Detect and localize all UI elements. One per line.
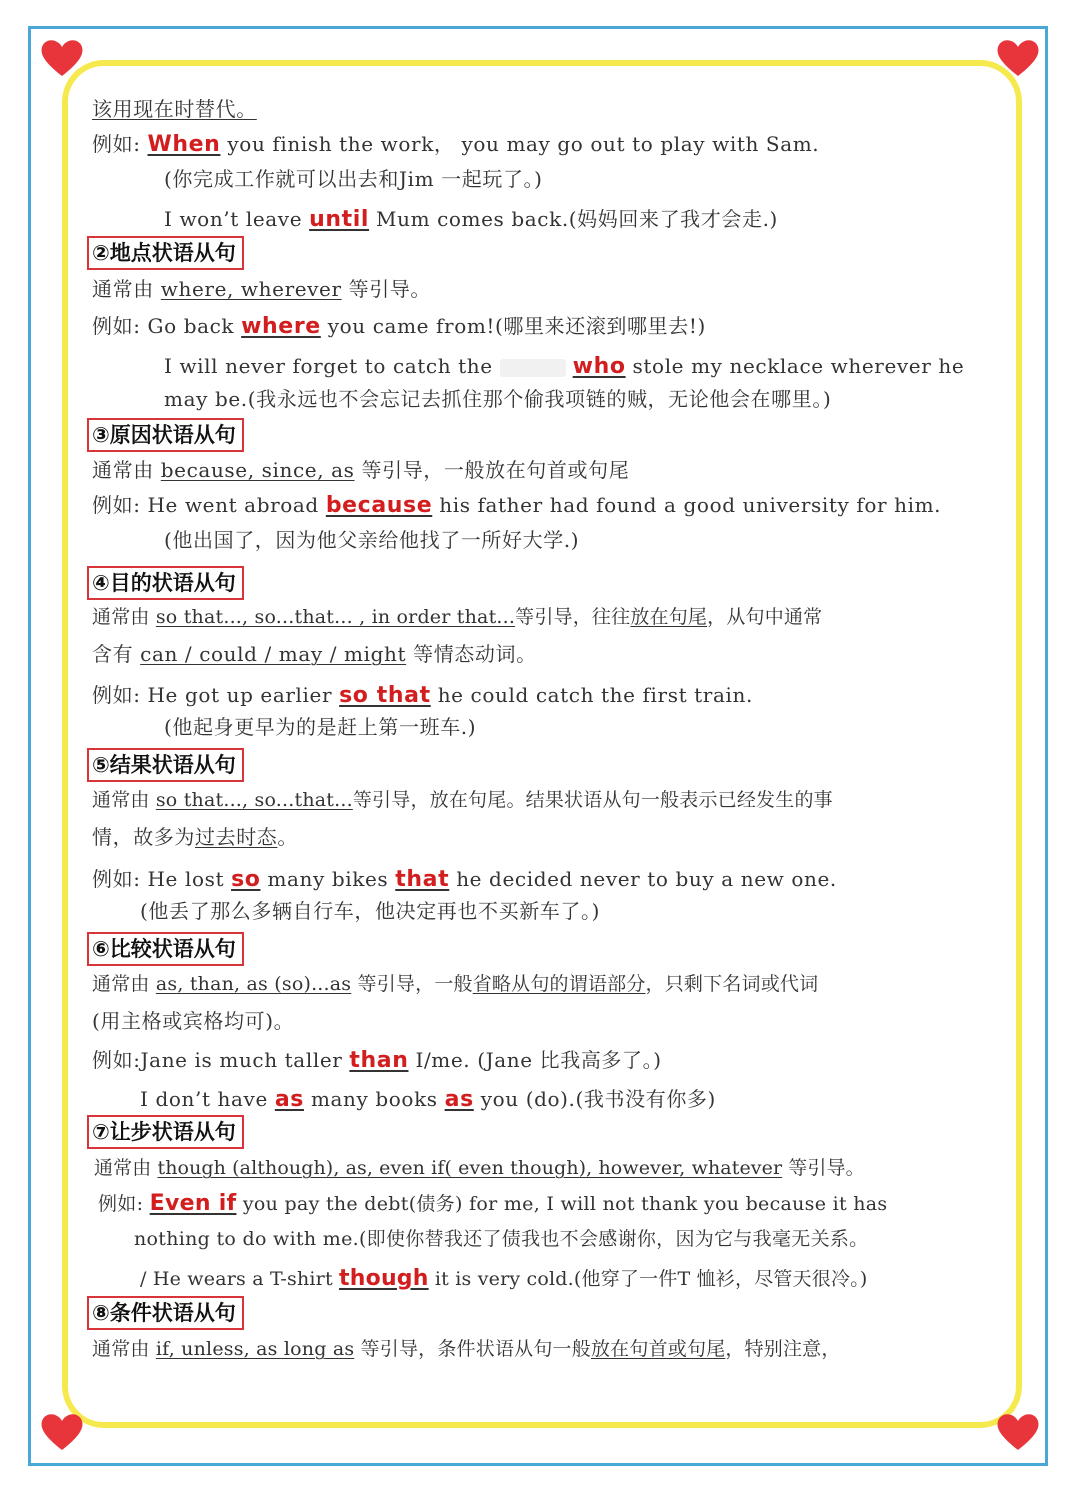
- keyword: because: [325, 493, 433, 518]
- example-line: 例如: Go back where you came from!(哪里来还滚到哪里去!): [92, 314, 706, 339]
- translation-line: (他起身更早为的是赶上第一班车.): [164, 715, 477, 739]
- keyword: as: [444, 1087, 474, 1112]
- example-line: 例如: Even if you pay the debt(债务) for me, I will not thank you because it has: [98, 1191, 888, 1216]
- intro-line: 通常由 so that..., so...that... , in order that...等引导，往往放在句尾，从句中通常: [92, 606, 823, 628]
- heart-icon: [40, 1412, 84, 1452]
- intro-line: 通常由 so that..., so...that...等引导，放在句尾。结果状语从句一般表示已经发生的事: [92, 789, 833, 811]
- intro-line: 通常由 where, wherever 等引导。: [92, 277, 432, 301]
- intro-line: 通常由 though (although), as, even if( even though), however, whatever 等引导。: [94, 1157, 865, 1179]
- translation-line: may be.(我永远也不会忘记去抓住那个偷我项链的贼，无论他会在哪里。): [164, 387, 832, 411]
- intro-line: 通常由 if, unless, as long as 等引导，条件状语从句一般放在句首或句尾，特别注意，: [92, 1338, 841, 1360]
- intro-line: 情，故多为过去时态。: [92, 825, 299, 849]
- intro-line: 通常由 as, than, as (so)...as 等引导，一般省略从句的谓语部分，只剩下名词或代词: [92, 973, 819, 995]
- continuation-line: 该用现在时替代。: [92, 97, 257, 121]
- keyword: so that: [339, 683, 431, 708]
- example-line: 例如:Jane is much taller than I/me. (Jane 比我高多了。): [92, 1048, 662, 1073]
- example-line: 例如: He went abroad because his father had found a good university for him.: [92, 493, 942, 518]
- keyword: that: [395, 867, 450, 892]
- example-line: / He wears a T-shirt though it is very cold.(他穿了一件T 恤衫，尽管天很冷。): [140, 1266, 868, 1291]
- redacted-word: [500, 359, 566, 377]
- heart-icon: [996, 1412, 1040, 1452]
- keyword: though: [339, 1266, 429, 1291]
- translation-line: (他丢了那么多辆自行车，他决定再也不买新车了。): [140, 899, 601, 923]
- section-heading: ⑦让步状语从句: [87, 1115, 244, 1149]
- intro-line: 通常由 because, since, as 等引导，一般放在句首或句尾: [92, 458, 630, 482]
- section-heading: ③原因状语从句: [87, 418, 244, 452]
- keyword: When: [147, 132, 221, 157]
- translation-line: (他出国了，因为他父亲给他找了一所好大学.): [164, 528, 580, 552]
- example-line: 例如: He got up earlier so that he could catch the first train.: [92, 683, 753, 708]
- section-heading: ⑥比较状语从句: [87, 932, 244, 966]
- example-line: I won’t leave until Mum comes back.(妈妈回来了我才会走.): [164, 207, 778, 232]
- keyword: Even if: [149, 1191, 237, 1216]
- keyword: who: [572, 354, 626, 379]
- section-heading: ⑤结果状语从句: [87, 748, 244, 782]
- heart-icon: [40, 38, 84, 78]
- translation-line: nothing to do with me.(即使你替我还了债我也不会感谢你，因为它与我毫无关系。: [134, 1228, 869, 1250]
- section-heading: ⑧条件状语从句: [87, 1296, 244, 1330]
- translation-line: (你完成工作就可以出去和Jim 一起玩了。): [164, 167, 543, 191]
- heart-icon: [996, 38, 1040, 78]
- section-heading: ②地点状语从句: [87, 236, 244, 270]
- keyword: so: [231, 867, 261, 892]
- example-line: I will never forget to catch the who stole my necklace wherever he: [164, 354, 965, 379]
- keyword: until: [309, 207, 370, 232]
- section-heading: ④目的状语从句: [87, 566, 244, 600]
- keyword: as: [274, 1087, 304, 1112]
- example-line: 例如: He lost so many bikes that he decided never to buy a new one.: [92, 867, 837, 892]
- intro-line: (用主格或宾格均可)。: [92, 1009, 295, 1033]
- keyword: than: [349, 1048, 409, 1073]
- intro-line: 含有 can / could / may / might 等情态动词。: [92, 642, 537, 666]
- keyword: where: [241, 314, 321, 339]
- example-line: I don’t have as many books as you (do).(我书没有你多): [140, 1087, 716, 1112]
- example-line: 例如: When you finish the work， you may go out to play with Sam.: [92, 132, 820, 157]
